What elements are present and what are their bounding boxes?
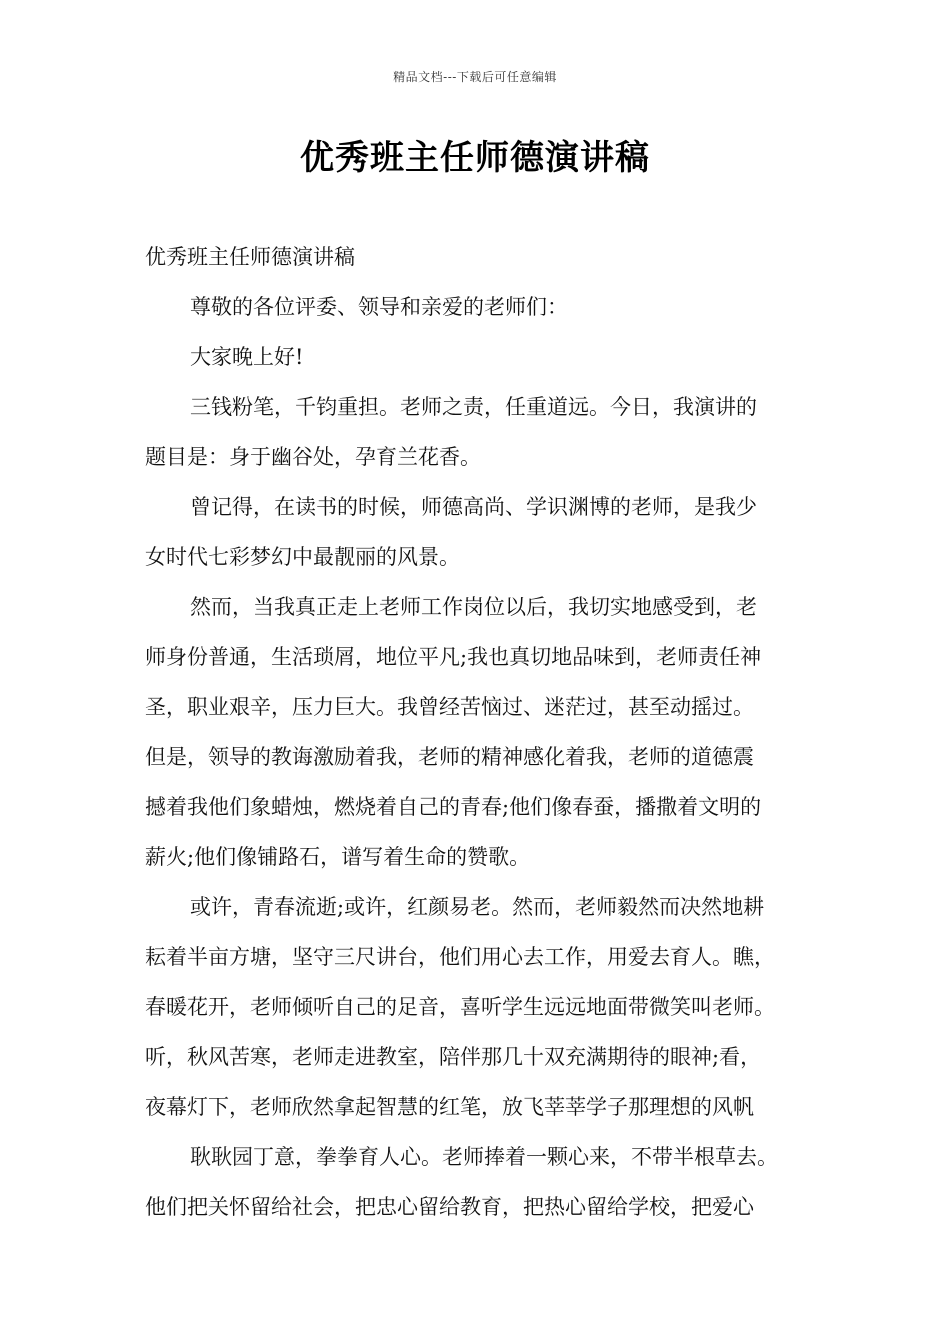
body-line: 耿耿园丁意，拳拳育人心。老师捧着一颗心来，不带半根草去。: [190, 1145, 778, 1169]
body-line: 或许，青春流逝;或许，红颜易老。然而，老师毅然而决然地耕: [190, 895, 765, 919]
body-line: 撼着我他们象蜡烛，燃烧着自己的青春;他们像春蚕，播撒着文明的: [145, 795, 762, 819]
body-line: 夜幕灯下，老师欣然拿起智慧的红笔，放飞莘莘学子那理想的风帆: [145, 1095, 754, 1119]
body-line: 题目是：身于幽谷处，孕育兰花香。: [145, 445, 481, 469]
body-line: 优秀班主任师德演讲稿: [145, 245, 355, 269]
document-body: [145, 232, 825, 1232]
body-line: 但是，领导的教诲激励着我，老师的精神感化着我，老师的道德震: [145, 745, 754, 769]
document-title: 优秀班主任师德演讲稿: [300, 138, 650, 178]
body-line: 三钱粉笔，千钧重担。老师之责，任重道远。今日，我演讲的: [190, 395, 757, 419]
body-line: 圣，职业艰辛，压力巨大。我曾经苦恼过、迷茫过，甚至动摇过。: [145, 695, 754, 719]
body-line: 薪火;他们像铺路石，谱写着生命的赞歌。: [145, 845, 531, 869]
body-line: 他们把关怀留给社会，把忠心留给教育，把热心留给学校，把爱心: [145, 1195, 754, 1219]
body-line: 尊敬的各位评委、领导和亲爱的老师们：: [190, 295, 568, 319]
body-line: 听，秋风苦寒，老师走进教室，陪伴那几十双充满期待的眼神;看，: [145, 1045, 762, 1069]
body-line: 然而，当我真正走上老师工作岗位以后，我切实地感受到，老: [190, 595, 757, 619]
body-line: 师身份普通，生活琐屑，地位平凡;我也真切地品味到，老师责任神: [145, 645, 762, 669]
body-line: 女时代七彩梦幻中最靓丽的风景。: [145, 545, 460, 569]
page-header: 精品文档---下载后可任意编辑: [393, 70, 557, 84]
body-line: 曾记得，在读书的时候，师德高尚、学识渊博的老师，是我少: [190, 495, 757, 519]
body-line: 春暖花开，老师倾听自己的足音，喜听学生远远地面带微笑叫老师。: [145, 995, 775, 1019]
body-line: 大家晚上好!: [190, 345, 304, 369]
body-line: 耘着半亩方塘，坚守三尺讲台，他们用心去工作，用爱去育人。瞧，: [145, 945, 775, 969]
